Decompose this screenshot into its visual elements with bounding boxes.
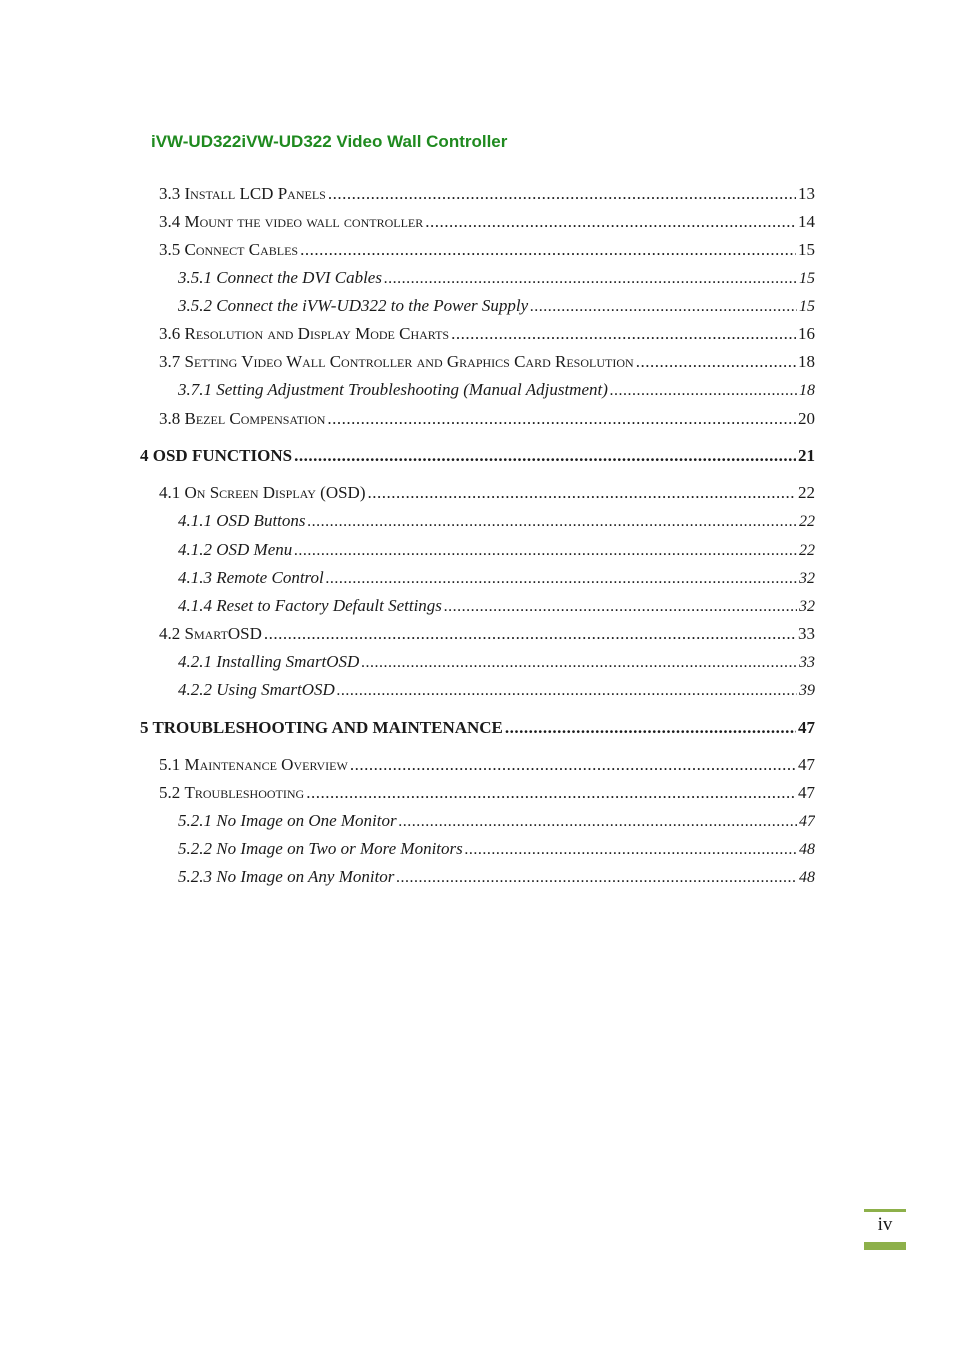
toc-entry-title	[178, 680, 335, 700]
toc-entry[interactable]	[178, 511, 815, 531]
toc-entry[interactable]	[159, 324, 815, 344]
toc-page-number: 15	[799, 298, 815, 315]
toc-entry-title	[178, 596, 442, 616]
toc-entry[interactable]	[140, 718, 815, 738]
toc-entry-number: 3.3	[159, 184, 185, 203]
toc-leader-dots	[368, 483, 797, 503]
toc-entry-number: 3.7	[159, 352, 185, 371]
toc-entry-number: 5.1	[159, 755, 185, 774]
toc-entry-text: Bezel Compensation	[184, 409, 326, 428]
toc-entry-title	[159, 352, 634, 372]
toc-entry-text: 3.5.2 Connect the iVW-UD322 to the Power Supply	[178, 296, 529, 315]
toc-entry-title	[159, 324, 449, 344]
toc-entry-text: 3.7.1 Setting Adjustment Troubleshooting (Manual Adjustment)	[178, 380, 608, 399]
toc-entry-text: 5.2.2 No Image on Two or More Monitors	[178, 839, 463, 858]
toc-page-number: 15	[798, 240, 815, 259]
toc-entry-title	[159, 212, 423, 232]
page-number-box	[864, 1209, 906, 1249]
toc-entry[interactable]	[140, 446, 815, 466]
toc-entry-title	[178, 380, 608, 400]
toc-entry-number: 3.8	[159, 409, 185, 428]
toc-entry-text: Install LCD Panels	[184, 184, 326, 203]
toc-page-number: 16	[798, 324, 815, 343]
toc-entry[interactable]	[159, 409, 815, 429]
toc-entry-text: Resolution and Display Mode Charts	[184, 324, 450, 343]
toc-page-number: 33	[798, 624, 815, 643]
toc-entry[interactable]	[159, 755, 815, 775]
toc-leader-dots	[399, 813, 797, 831]
toc-leader-dots	[308, 513, 798, 531]
toc-leader-dots	[530, 298, 797, 316]
toc-entry-title	[178, 867, 394, 887]
toc-entry-title	[178, 652, 359, 672]
toc-page-number: 47	[798, 755, 815, 774]
toc-entry-text: Setting Video Wall Controller and Graphics Card Resolution	[184, 352, 634, 371]
toc-page-number: 22	[799, 542, 815, 559]
toc-leader-dots	[337, 682, 797, 700]
toc-page-number: 18	[798, 352, 815, 371]
toc-entry-title	[178, 296, 528, 316]
toc-entry-text: 4.1.3 Remote Control	[178, 568, 324, 587]
toc-entry-number: 5.2	[159, 783, 185, 802]
toc-page-number: 22	[799, 513, 815, 530]
toc-entry-text: 4.1.1 OSD Buttons	[178, 511, 306, 530]
toc-entry-title	[140, 446, 292, 466]
page-number-bottom-bar	[864, 1242, 906, 1250]
toc-page-number: 39	[799, 682, 815, 699]
toc-leader-dots	[444, 598, 797, 616]
toc-entry-text: Maintenance Overview	[184, 755, 348, 774]
toc-entry-text: 5.2.1 No Image on One Monitor	[178, 811, 397, 830]
toc-entry-number: 4.1	[159, 483, 185, 502]
toc-entry[interactable]	[178, 568, 815, 588]
toc-leader-dots	[306, 783, 796, 803]
toc-entry[interactable]	[178, 268, 815, 288]
toc-leader-dots	[384, 270, 797, 288]
toc-leader-dots	[264, 624, 796, 644]
toc-entry-title	[159, 240, 298, 260]
toc-entry[interactable]	[178, 867, 815, 887]
toc-page-number: 18	[799, 382, 815, 399]
toc-page-number: 48	[799, 869, 815, 886]
toc-entry-title	[140, 718, 503, 738]
toc-entry-title	[178, 540, 292, 560]
toc-entry[interactable]	[178, 296, 815, 316]
toc-page-number: 15	[799, 270, 815, 287]
toc-leader-dots	[326, 570, 797, 588]
toc-leader-dots	[505, 718, 796, 738]
toc-page-number: 14	[798, 212, 815, 231]
toc-entry-text: 4.1.2 OSD Menu	[178, 540, 293, 559]
toc-entry[interactable]	[178, 596, 815, 616]
toc-entry-title	[178, 268, 382, 288]
toc-page-number: 47	[799, 813, 815, 830]
toc-page-number: 48	[799, 841, 815, 858]
toc-leader-dots	[465, 841, 797, 859]
toc-leader-dots	[300, 240, 796, 260]
toc-entry-title	[159, 409, 325, 429]
page-number: iv	[877, 1214, 893, 1235]
toc-entry[interactable]	[178, 652, 815, 672]
toc-entry[interactable]	[159, 783, 815, 803]
toc-entry-text: 4.1.4 Reset to Factory Default Settings	[178, 596, 442, 615]
toc-page-number: 47	[798, 783, 815, 802]
toc-page-number: 20	[798, 409, 815, 428]
toc-page-number: 21	[798, 446, 815, 465]
toc-entry-text: 3.5.1 Connect the DVI Cables	[178, 268, 382, 287]
toc-entry[interactable]	[159, 240, 815, 260]
toc-entry-title	[159, 483, 366, 503]
toc-entry-text: 5 TROUBLESHOOTING AND MAINTENANCE	[140, 718, 503, 737]
toc-leader-dots	[636, 352, 796, 372]
toc-entry-title	[178, 511, 306, 531]
toc-entry-title	[159, 184, 326, 204]
toc-entry-title	[159, 755, 348, 775]
toc-page-number: 32	[799, 570, 815, 587]
toc-leader-dots	[328, 184, 796, 204]
toc-page-number: 47	[798, 718, 815, 737]
toc-entry[interactable]	[159, 483, 815, 503]
toc-entry[interactable]	[178, 680, 815, 700]
toc-entry-title	[178, 568, 324, 588]
toc-entry-text: Connect Cables	[184, 240, 299, 259]
toc-entry[interactable]	[159, 212, 815, 232]
toc-leader-dots	[396, 869, 797, 887]
toc-page-number: 13	[798, 184, 815, 203]
toc-entry-text: 4.2.1 Installing SmartOSD	[178, 652, 360, 671]
toc-entry[interactable]	[178, 540, 815, 560]
toc-entry-title	[159, 783, 304, 803]
toc-leader-dots	[361, 654, 797, 672]
toc-entry-number: 3.5	[159, 240, 185, 259]
toc-entry-text: On Screen Display (OSD)	[184, 483, 366, 502]
toc-entry-text: Troubleshooting	[184, 783, 305, 802]
toc-entry-text: SmartOSD	[184, 624, 262, 643]
toc-entry-number: 3.6	[159, 324, 185, 343]
toc-entry[interactable]	[178, 839, 815, 859]
toc-entry-text: 4.2.2 Using SmartOSD	[178, 680, 335, 699]
toc-leader-dots	[610, 382, 797, 400]
toc-leader-dots	[294, 542, 797, 560]
toc-entry-text: 5.2.3 No Image on Any Monitor	[178, 867, 395, 886]
toc-page-number: 32	[799, 598, 815, 615]
page-number-top-rule	[864, 1209, 906, 1212]
toc-entry-title	[178, 811, 397, 831]
toc-entry-title	[159, 624, 262, 644]
toc-entry-text: Mount the video wall controller	[184, 212, 424, 231]
toc-entry[interactable]	[159, 352, 815, 372]
toc-leader-dots	[327, 409, 796, 429]
toc-entry-number: 3.4	[159, 212, 185, 231]
toc-leader-dots	[350, 755, 796, 775]
toc-leader-dots	[294, 446, 796, 466]
toc-entry-text: 4 OSD FUNCTIONS	[140, 446, 293, 465]
toc-entry-number: 4.2	[159, 624, 185, 643]
running-header: iVW-UD322iVW-UD322 Video Wall Controller	[151, 132, 508, 151]
toc-entry[interactable]	[178, 811, 815, 831]
toc-entry[interactable]	[178, 380, 815, 400]
toc-leader-dots	[451, 324, 796, 344]
toc-entry[interactable]	[159, 624, 815, 644]
toc-entry[interactable]	[159, 184, 815, 204]
toc-leader-dots	[425, 212, 796, 232]
toc-page-number: 22	[798, 483, 815, 502]
toc-page-number: 33	[799, 654, 815, 671]
toc-entry-title	[178, 839, 463, 859]
